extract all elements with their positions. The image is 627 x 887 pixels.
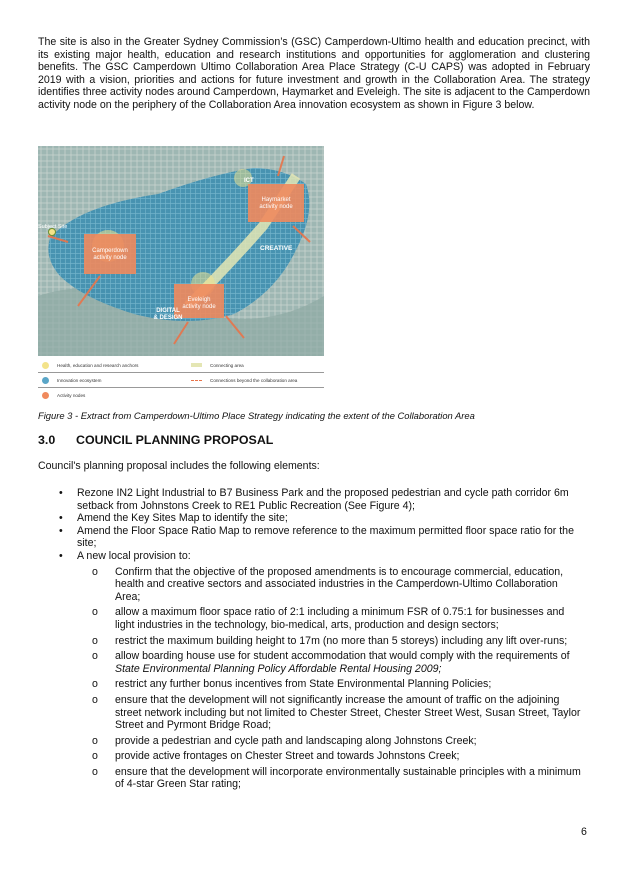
legend-swatch-anchors bbox=[42, 362, 49, 369]
intro-paragraph: The site is also in the Greater Sydney Commission’s (GSC) Camperdown-Ultimo health and education precinct, with its existing major health, education and research institutions and opportunities for agglomeration and clustering benefits. The GSC Camperdown Ultimo Collaboration Area Place Strategy (C-U CAPS) was adopted in February 2019 with a vision, priorities and actions for future investment and growth in the Collaboration Area. The strategy identifies three activity nodes around Camperdown, Haymarket and Eveleigh. The site is adjacent to the Camperdown activity node on the periphery of the Collaboration Area innovation ecosystem as shown in Figure 3 below. bbox=[38, 36, 590, 111]
list-item-text: A new local provision to: bbox=[77, 549, 191, 562]
page-number: 6 bbox=[581, 826, 587, 838]
sub-item-text: allow a maximum floor space ratio of 2:1 including a minimum FSR of 0.75:1 for businesses and light industries in the technology, bio-medical, arts, production and design sectors; bbox=[115, 606, 565, 631]
sub-list-item bbox=[77, 678, 585, 691]
section-title: COUNCIL PLANNING PROPOSAL bbox=[76, 433, 274, 447]
list-item-text: Amend the Key Sites Map to identify the site; bbox=[77, 512, 288, 525]
list-item-text: Rezone IN2 Light Industrial to B7 Business Park and the proposed pedestrian and cycle path corridor 6m setback from Johnstons Creek to RE1 Public Recreation (See Figure 4); bbox=[77, 487, 569, 512]
map-label-haymarket: Haymarket bbox=[261, 197, 291, 203]
sub-bullet: o bbox=[92, 606, 98, 619]
section-heading bbox=[38, 433, 273, 447]
section-lead: Council's planning proposal includes the following elements: bbox=[38, 460, 320, 472]
sub-list-item bbox=[77, 606, 585, 631]
sub-bullet: o bbox=[92, 678, 98, 691]
sub-bullet: o bbox=[92, 734, 98, 747]
policy-title: State Environmental Planning Policy Affordable Rental Housing 2009; bbox=[115, 662, 442, 675]
map-label-camperdown-sub: activity node bbox=[93, 255, 127, 261]
list-item bbox=[0, 550, 585, 791]
legend-row-2 bbox=[38, 373, 324, 388]
sub-list-item bbox=[77, 766, 585, 791]
map-label-eveleigh: Eveleigh bbox=[187, 297, 211, 303]
collaboration-area-map bbox=[38, 146, 324, 356]
bullet: • bbox=[59, 524, 63, 537]
sub-bullet: o bbox=[92, 750, 98, 763]
map-label-camperdown: Camperdown bbox=[92, 248, 128, 254]
section-number: 3.0 bbox=[38, 433, 56, 447]
sub-item-text: provide active frontages on Chester Street and towards Johnstons Creek; bbox=[115, 750, 460, 763]
sub-item-text: allow boarding house use for student accommodation that would comply with the requirements of bbox=[115, 650, 570, 663]
legend-swatch-connections bbox=[191, 380, 202, 381]
sub-item-text: Confirm that the objective of the proposed amendments is to encourage commercial, education, health and creative sectors and associated industries in the Camperdown-Ultimo Collaboration Area; bbox=[115, 565, 564, 603]
camperdown-node bbox=[84, 234, 136, 274]
sub-item-text: provide a pedestrian and cycle path and landscaping along Johnstons Creek; bbox=[115, 734, 477, 747]
sub-list-item bbox=[77, 635, 585, 648]
legend-label-anchors: Health, education and research anchors bbox=[57, 362, 139, 368]
legend-swatch-ecosystem bbox=[42, 377, 49, 384]
sub-bullet: o bbox=[92, 634, 98, 647]
sub-bullet: o bbox=[92, 565, 98, 578]
legend-swatch-activity-nodes bbox=[42, 392, 49, 399]
legend-label-activity-nodes: Activity nodes bbox=[57, 392, 86, 398]
map-legend bbox=[38, 358, 324, 402]
figure-caption: Figure 3 - Extract from Camperdown-Ultimo Place Strategy indicating the extent of the Collaboration Area bbox=[38, 410, 475, 421]
proposal-elements-list bbox=[0, 487, 627, 791]
map-label-creative: CREATIVE bbox=[260, 245, 293, 252]
sub-list-item bbox=[77, 566, 585, 604]
sub-bullet: o bbox=[92, 765, 98, 778]
legend-row-1 bbox=[38, 358, 324, 373]
sub-list-item bbox=[77, 650, 585, 675]
sub-bullet: o bbox=[92, 693, 98, 706]
sub-list-item bbox=[77, 750, 585, 763]
sub-item-text: restrict any further bonus incentives from State Environmental Planning Policies; bbox=[115, 678, 492, 691]
list-item-text: Amend the Floor Space Ratio Map to remove reference to the maximum permitted floor space ratio for the site; bbox=[77, 524, 574, 550]
map-label-design: & DESIGN bbox=[153, 315, 183, 321]
list-item bbox=[0, 512, 585, 525]
legend-swatch-connecting bbox=[191, 363, 202, 367]
map-label-ict: ICT bbox=[244, 178, 254, 184]
sub-item-text: restrict the maximum building height to 17m (no more than 5 storeys) including any lift over-runs; bbox=[115, 634, 568, 647]
sub-list bbox=[77, 566, 585, 792]
bullet: • bbox=[59, 512, 63, 525]
map-label-digital: DIGITAL bbox=[156, 308, 180, 314]
legend-label-connections: Connections beyond the collaboration area bbox=[210, 377, 298, 383]
sub-bullet: o bbox=[92, 650, 98, 663]
sub-item-text: ensure that the development will not significantly increase the amount of traffic on the adjoining street network including but not limited to Chester Street, Chester Street West, Susan Street, Taylor Street and Pyrmont Bridge Road; bbox=[115, 693, 581, 732]
list-item bbox=[0, 525, 585, 550]
map-label-haymarket-sub: activity node bbox=[259, 204, 293, 210]
sub-list-item bbox=[77, 735, 585, 748]
bullet: • bbox=[59, 487, 63, 499]
sub-item-text: ensure that the development will incorporate environmentally sustainable principles with a minimum of 4-star Green Star rating; bbox=[115, 765, 581, 791]
legend-label-connecting: Connecting area bbox=[210, 362, 244, 368]
legend-row-3 bbox=[38, 388, 324, 402]
sub-list-item bbox=[77, 694, 585, 732]
haymarket-node bbox=[248, 184, 304, 222]
list-item bbox=[0, 487, 585, 512]
map-label-subject-site: Subject Site bbox=[38, 224, 68, 230]
legend-label-ecosystem: Innovation ecosystem bbox=[57, 377, 102, 383]
bullet: • bbox=[59, 549, 63, 562]
map-label-eveleigh-sub: activity node bbox=[182, 304, 216, 310]
